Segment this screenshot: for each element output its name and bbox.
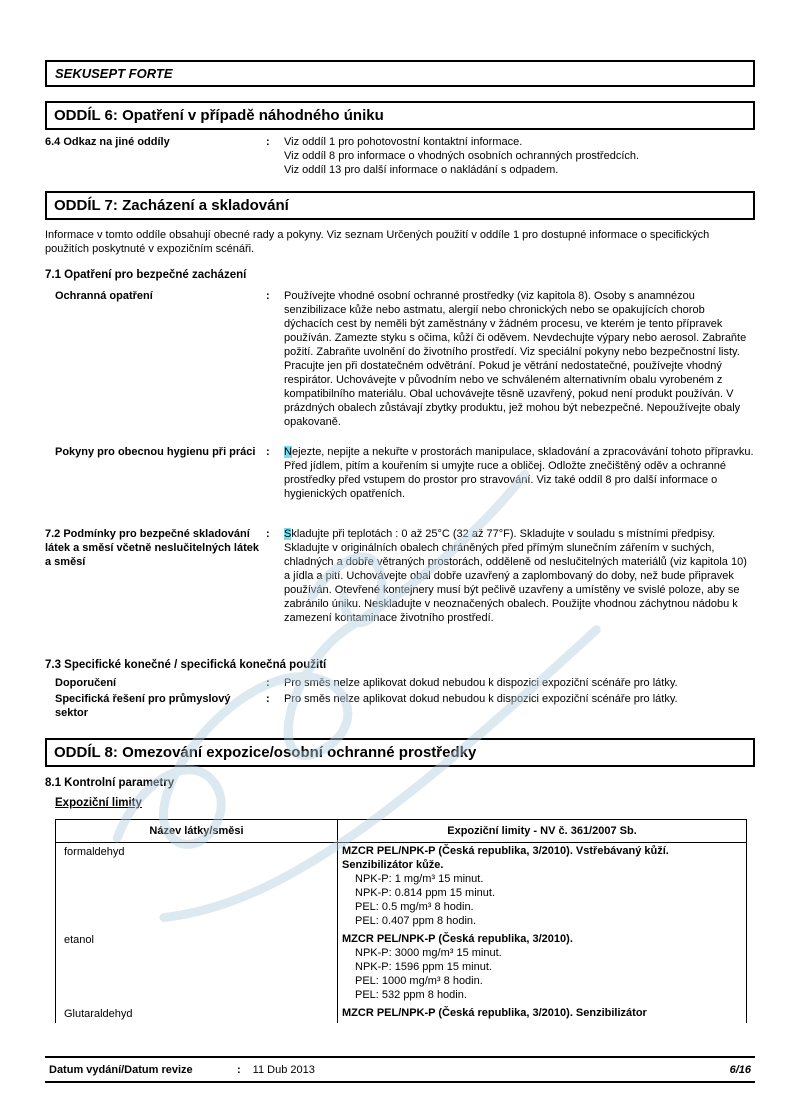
limits-source: MZCR PEL/NPK-P (Česká republika, 3/2010). Vstřebávaný kůží. Senzibilizátor kůže. (342, 845, 669, 871)
separator-colon: : (266, 528, 270, 540)
exposure-limits-heading: Expoziční limity (55, 797, 142, 809)
separator-colon: : (266, 446, 270, 458)
document-title-box (45, 60, 755, 87)
limit-line: NPK-P: 3000 mg/m³ 15 minut. (355, 947, 502, 959)
table-row (56, 931, 746, 1005)
limit-line: NPK-P: 1 mg/m³ 15 minut. (355, 873, 484, 885)
substance-name: formaldehyd (56, 843, 338, 931)
limit-line: PEL: 1000 mg/m³ 8 hodin. (355, 975, 483, 987)
hygiene-text-body: ejezte, nepijte a nekuřte v prostorách manipulace, skladování a zpracovávání tohoto přípravku. Před jídlem, pitím a kouřením si umyjte ruce a obličej. Odložte znečištěný oděv a ochranné prostředky před vstupem do prostor pro stravování. Viz také oddíl 8 pro další informace o hygienických opatřeních. (284, 446, 754, 500)
storage-conditions-row (45, 527, 755, 625)
limits-source: MZCR PEL/NPK-P (Česká republika, 3/2010). (342, 933, 573, 945)
ref-line-1: Viz oddíl 1 pro pohotovostní kontaktní informace. (284, 136, 523, 148)
substance-name: etanol (56, 931, 338, 1005)
table-header-row (56, 820, 746, 843)
footer-date-value: 11 Dub 2013 (252, 1063, 315, 1076)
industry-solutions-text: Pro směs nelze aplikovat dokud nebudou k dispozici expoziční scénáře pro látky. (284, 693, 678, 705)
subsection-7-3-heading: 7.3 Specifické konečné / specifická konečná použití (45, 659, 327, 671)
footer-date-label: Datum vydání/Datum revize (49, 1063, 193, 1076)
subsection-7-1-heading: 7.1 Opatření pro bezpečné zacházení (45, 269, 247, 281)
industry-solutions-row (45, 692, 755, 720)
section-6-heading: ODDÍL 6: Opatření v případě náhodného úniku (45, 101, 755, 130)
section-7-heading: ODDÍL 7: Zacházení a skladování (45, 191, 755, 220)
table-header-limits: Expoziční limity - NV č. 361/2007 Sb. (447, 825, 637, 837)
recommendation-row (45, 676, 755, 690)
table-row (56, 843, 746, 931)
table-header-substance: Název látky/směsi (56, 820, 338, 842)
hygiene-highlighted-letter: N (284, 446, 292, 458)
table-row (56, 1005, 746, 1023)
industry-solutions-label: Specifická řešení pro průmyslový sektor (55, 693, 231, 719)
storage-conditions-label: 7.2 Podmínky pro bezpečné skladování látek a směsí včetně neslučitelných látek a směsí (45, 528, 260, 568)
limit-line: PEL: 0.407 ppm 8 hodin. (355, 915, 477, 927)
protective-measures-label: Ochranná opatření (55, 290, 153, 302)
section-7-intro: Informace v tomto oddíle obsahují obecné rady a pokyny. Viz seznam Určených použití v oddíle 1 pro dostupné informace o specifických použitích poskytnuté v expozičním scénáři. (45, 229, 710, 255)
protective-measures-text: Používejte vhodné osobní ochranné prostředky (viz kapitola 8). Osoby s anamnézou senzibilizace kůže nebo astmatu, alergií nebo chronických nebo se opakujících chorob dýchacích cest by neměli být zaměstnány v žádném procesu, ve kterém je tento přípravek používán. Zamezte styku s očima, kůží či oděvem. Nevdechujte výpary nebo aerosol. Zabraňte požití. Zabraňte uvolnění do životního prostředí. Viz speciální pokyny nebo bezpečnostní listy. Pracujte jen při dostatečném odvětrání. Pokud je větrání nedostatečné, používejte vhodný respirátor. Uchovávejte v původním nebo ve schváleném alternativním obalu vyrobeném z kompatibilního materiálu. Obal uchovávejte těsně uzavřený, pokud není produkt používán. V prázdných obalech zůstávají zbytky produktu, jež mohou být nebezpečné. Nepoužívejte obaly opakovaně. (284, 290, 747, 428)
limit-line: NPK-P: 0.814 ppm 15 minut. (355, 887, 496, 899)
storage-conditions-text (284, 527, 755, 625)
substance-name: Glutaraldehyd (56, 1005, 338, 1023)
substance-limits (338, 1005, 746, 1023)
hygiene-label: Pokyny pro obecnou hygienu při práci (55, 446, 256, 458)
protective-measures-row (45, 289, 755, 429)
page-footer (45, 1056, 755, 1083)
separator-colon: : (237, 1063, 241, 1076)
hygiene-row (45, 445, 755, 501)
substance-limits (338, 843, 746, 931)
subsection-8-1-heading: 8.1 Kontrolní parametry (45, 777, 175, 789)
separator-colon: : (266, 290, 270, 302)
ref-line-3: Viz oddíl 13 pro další informace o nakládání s odpadem. (284, 164, 559, 176)
storage-highlighted-letter: S (284, 528, 292, 540)
ref-line-2: Viz oddíl 8 pro informace o vhodných osobních ochranných prostředcích. (284, 150, 640, 162)
hygiene-text (284, 445, 755, 501)
separator-colon: : (266, 693, 270, 705)
recommendation-text: Pro směs nelze aplikovat dokud nebudou k dispozici expoziční scénáře pro látky. (284, 677, 678, 689)
ref-other-sections-label: 6.4 Odkaz na jiné oddíly (45, 136, 170, 148)
document-title: SEKUSEPT FORTE (55, 66, 173, 81)
ref-other-sections-row (45, 135, 755, 177)
storage-text-body: kladujte při teplotách : 0 až 25°C (32 až 77°F). Skladujte v souladu s místními předpisy. Skladujte v originálních obalech chráněných před přímým slunečním zářením v suchých, chladných a dobře větraných prostorách, odděleně od neslučitelných materiálů (viz kapitola 10) a jídla a pití. Uchovávejte obal dobře uzavřený a zaplombovaný do doby, než bude připravek používán. Otevřené kontejnery musí být pečlivě uzavřeny a umístěny ve svislé poloze, aby se zabránilo úniku. Neskladujte v neoznačených obalech. Použijte vhodnou záchytnou nádobu k zamezení kontaminace životního prostředí. (284, 528, 747, 624)
separator-colon: : (266, 677, 270, 689)
exposure-limits-table (55, 819, 747, 1023)
separator-colon: : (266, 136, 270, 148)
substance-limits (338, 931, 746, 1005)
limit-line: PEL: 532 ppm 8 hodin. (355, 989, 467, 1001)
limit-line: PEL: 0.5 mg/m³ 8 hodin. (355, 901, 474, 913)
limit-line: NPK-P: 1596 ppm 15 minut. (355, 961, 492, 973)
ref-other-sections-value (284, 135, 755, 177)
limits-source: MZCR PEL/NPK-P (Česká republika, 3/2010). Senzibilizátor (342, 1007, 647, 1019)
footer-page-number: 6/16 (729, 1063, 751, 1076)
recommendation-label: Doporučení (55, 677, 117, 689)
section-8-heading: ODDÍL 8: Omezování expozice/osobní ochranné prostředky (45, 738, 755, 767)
